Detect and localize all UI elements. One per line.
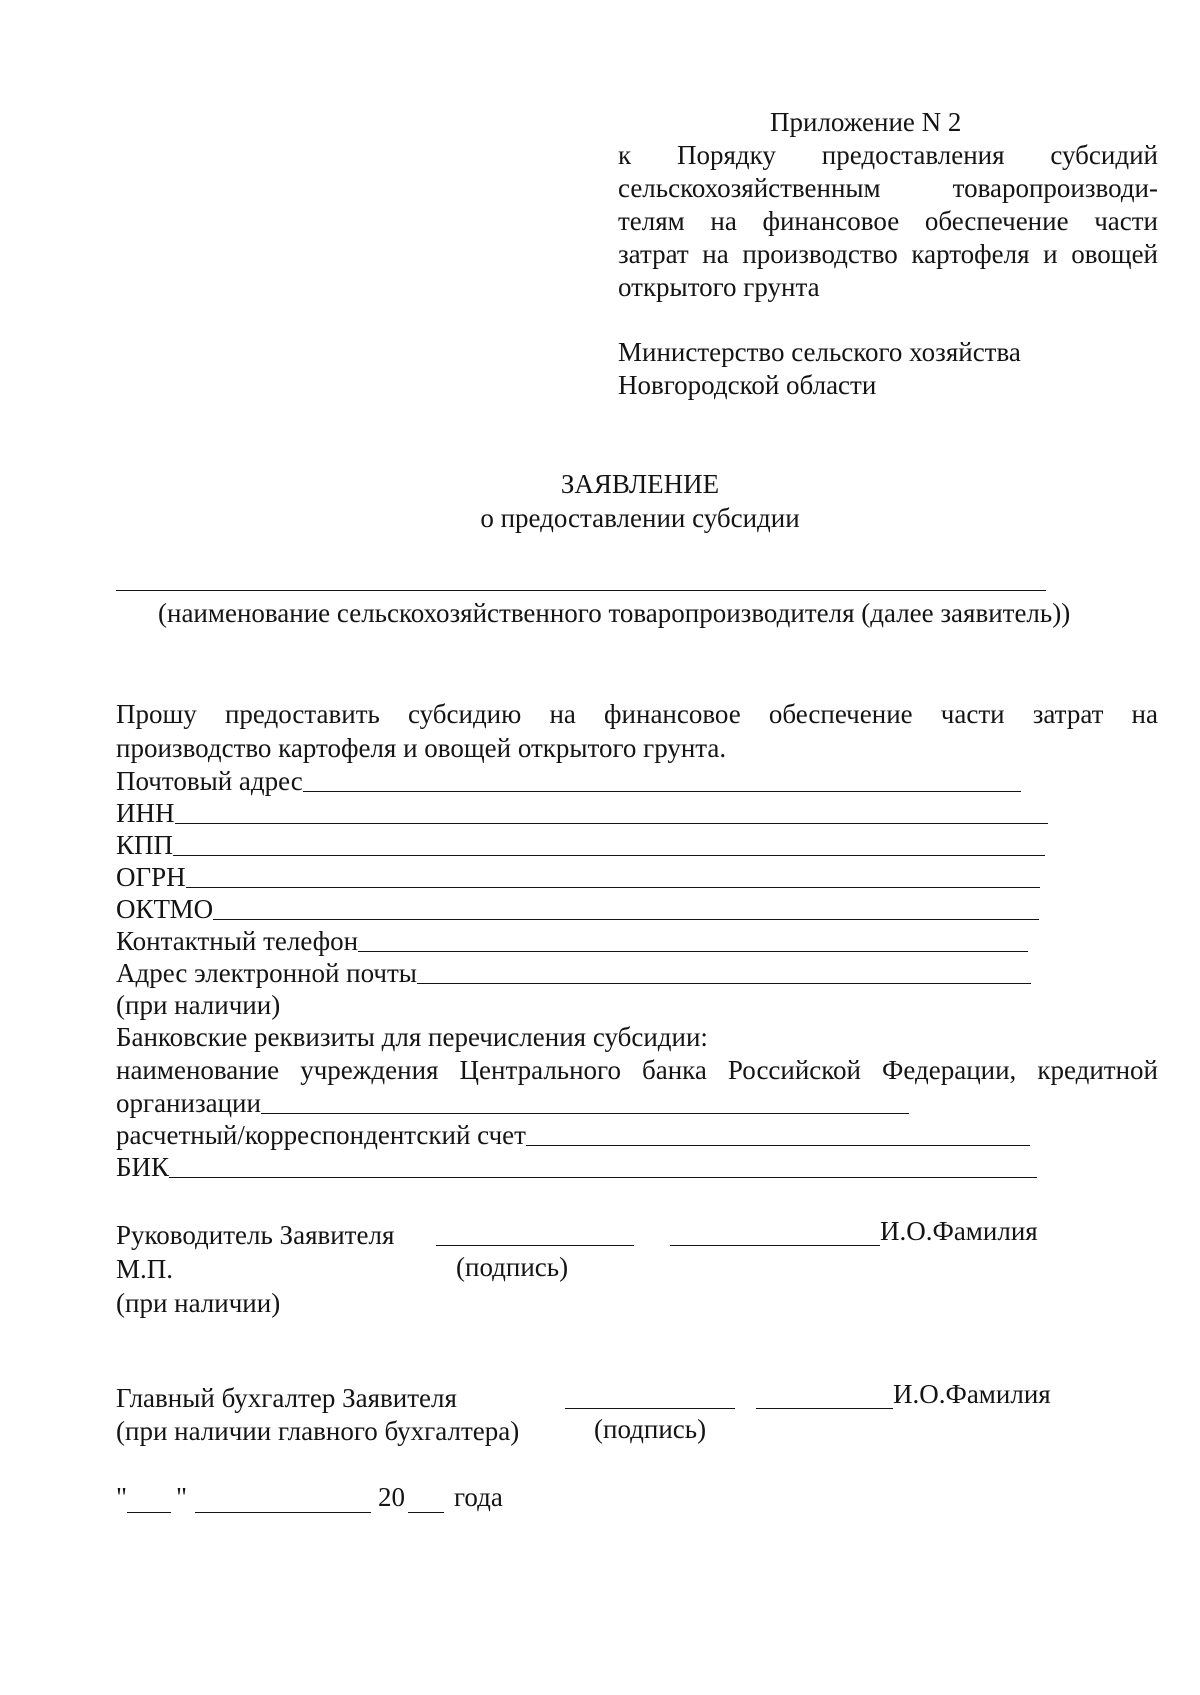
email-label: Адрес электронной почты [116, 958, 417, 988]
accountant-name-field[interactable] [756, 1408, 893, 1409]
date-century: 20 [378, 1482, 405, 1512]
stamp-note: (при наличии) [116, 1288, 281, 1318]
date-month-field[interactable] [195, 1512, 371, 1513]
inn-field[interactable] [175, 822, 1048, 824]
head-name-field[interactable] [670, 1245, 880, 1246]
account-row [116, 1118, 1030, 1152]
appendix-line: открытого грунта [618, 272, 820, 302]
postal-address-field[interactable] [303, 790, 1021, 792]
ministry-line: Министерство сельского хозяйства [618, 337, 1021, 367]
bank-header: Банковские реквизиты для перечисления субсидии: [116, 1022, 708, 1052]
inn-row [116, 796, 1048, 830]
kpp-row [116, 828, 1045, 862]
organization-field[interactable] [261, 1112, 909, 1114]
accountant-label: Главный бухгалтер Заявителя [116, 1383, 457, 1413]
ministry-line: Новгородской области [618, 370, 877, 400]
account-field[interactable] [526, 1144, 1030, 1146]
appendix-line: к Порядку предоставления субсидий [618, 140, 1158, 170]
oktmo-field[interactable] [213, 918, 1039, 920]
date-suffix: года [454, 1482, 503, 1512]
date-close-quote: " [176, 1482, 188, 1512]
postal-address-label: Почтовый адрес [116, 766, 303, 796]
phone-label: Контактный телефон [116, 926, 359, 956]
bik-row [116, 1150, 1037, 1184]
head-signature-field[interactable] [436, 1245, 634, 1246]
stamp-label: М.П. [116, 1254, 174, 1284]
email-note: (при наличии) [116, 990, 281, 1020]
phone-field[interactable] [358, 950, 1028, 952]
appendix-line: затрат на производство картофеля и овощей [618, 239, 1158, 269]
bik-field[interactable] [169, 1176, 1037, 1178]
head-name: И.О.Фамилия [880, 1216, 1038, 1246]
request-line: Прошу предоставить субсидию на финансовое обеспечение части затрат на [116, 699, 1158, 729]
inn-label: ИНН [116, 798, 175, 828]
date-day-field[interactable] [127, 1512, 171, 1513]
email-row [116, 956, 1031, 990]
appendix-header [618, 106, 1158, 304]
appendix-line: сельскохозяйственным товаропроизводи- [618, 173, 1158, 203]
postal-address-row [116, 764, 1021, 798]
applicant-name-field[interactable] [116, 590, 1046, 591]
date-open-quote: " [116, 1482, 128, 1512]
document-title: ЗАЯВЛЕНИЕ [560, 469, 720, 499]
bank-institution-label: наименование учреждения Центрального банка Российской Федерации, кредитной [116, 1055, 1158, 1085]
oktmo-row [116, 892, 1039, 926]
applicant-name-caption: (наименование сельскохозяйственного товаропроизводителя (далее заявитель)) [158, 598, 1071, 628]
ogrn-row [116, 860, 1040, 894]
email-field[interactable] [417, 982, 1031, 984]
bik-label: БИК [116, 1152, 170, 1182]
request-line: производство картофеля и овощей открытого грунта. [116, 733, 727, 763]
oktmo-label: ОКТМО [116, 894, 214, 924]
request-paragraph [116, 697, 1158, 765]
ogrn-field[interactable] [186, 886, 1040, 888]
head-signature-caption: (подпись) [456, 1252, 569, 1282]
accountant-note: (при наличии главного бухгалтера) [116, 1416, 520, 1446]
organization-row [116, 1086, 909, 1120]
accountant-signature-caption: (подпись) [594, 1414, 707, 1444]
phone-row [116, 924, 1028, 958]
document-subtitle: о предоставлении субсидии [480, 503, 800, 533]
ogrn-label: ОГРН [116, 862, 186, 892]
head-label: Руководитель Заявителя [116, 1220, 395, 1250]
accountant-signature-field[interactable] [565, 1408, 735, 1409]
appendix-line: телям на финансовое обеспечение части [618, 206, 1158, 236]
kpp-field[interactable] [173, 854, 1045, 856]
ministry-addressee [618, 336, 1021, 402]
appendix-number: Приложение N 2 [770, 107, 962, 137]
account-label: расчетный/корреспондентский счет [116, 1120, 526, 1150]
accountant-name: И.О.Фамилия [893, 1379, 1051, 1409]
date-year-field[interactable] [408, 1512, 444, 1513]
organization-label: организации [116, 1088, 261, 1118]
kpp-label: КПП [116, 830, 174, 860]
